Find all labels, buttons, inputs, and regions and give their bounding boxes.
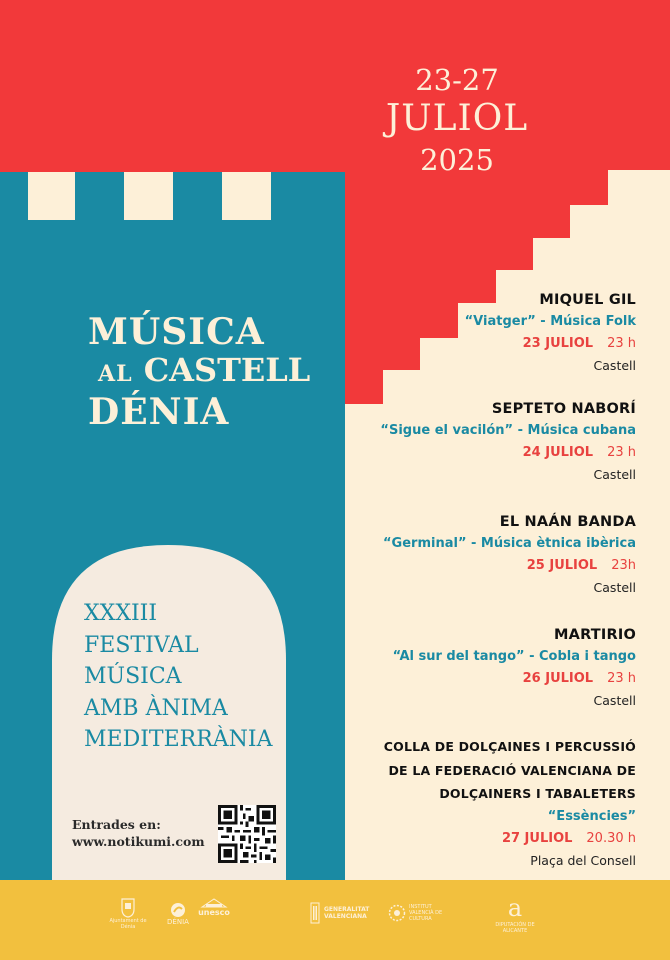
- festival-dates: [372, 62, 542, 180]
- event-martirio: [336, 624, 636, 712]
- qr-code-icon[interactable]: [218, 805, 276, 863]
- event-subtitle: “Sigue el vacilón” - Música cubana: [380, 423, 636, 438]
- dénia-town-crest-icon: [121, 898, 135, 918]
- sponsor-logo-denia: [160, 902, 196, 927]
- event-time: 23 h: [607, 336, 636, 351]
- event-name: MARTIRIO: [554, 627, 636, 643]
- event-date: 24 JULIOL: [522, 445, 594, 460]
- event-name-line: DE LA FEDERACIÓ VALENCIANA DE: [388, 762, 636, 778]
- tickets-info: [72, 816, 205, 850]
- event-venue: Castell: [593, 693, 636, 708]
- event-time: 20.30 h: [586, 830, 636, 846]
- tickets-label: Entrades en:: [72, 817, 161, 832]
- sponsor-text: INSTITUT VALENCIÀ DE CULTURA: [409, 904, 443, 922]
- event-datetime: [306, 828, 636, 850]
- event-subtitle: “Germinal” - Música ètnica ibèrica: [383, 536, 636, 551]
- ivc-logo-icon: [388, 904, 406, 922]
- event-miquel-gil: [336, 289, 636, 377]
- event-venue: Castell: [593, 467, 636, 482]
- event-name: SEPTETO NABORÍ: [491, 401, 636, 417]
- event-venue: Castell: [593, 358, 636, 373]
- event-time: 23 h: [607, 445, 636, 460]
- event-name-line: COLLA DE DOLÇAINES I PERCUSSIÓ: [383, 739, 636, 754]
- event-colla-dolcaines: [306, 735, 636, 872]
- festival-name: [84, 598, 273, 756]
- event-date: 27 JULIOL: [501, 830, 573, 846]
- sponsor-text: DÉNIA: [167, 918, 189, 926]
- event-name-line: DOLÇAINERS I TABALETERS: [439, 786, 636, 801]
- title-line-2: [98, 352, 310, 392]
- date-year: 2025: [420, 143, 494, 177]
- sponsor-text: unesco: [198, 908, 230, 917]
- event-el-naan-banda: [336, 511, 636, 599]
- event-subtitle: “Viatger” - Música Folk: [464, 314, 636, 329]
- generalitat-valenciana-logo-icon: [310, 902, 320, 924]
- event-time: 23 h: [607, 671, 636, 686]
- diputacion-alicante-logo-icon: a: [507, 894, 523, 922]
- event-name: EL NAÁN BANDA: [499, 514, 636, 530]
- festival-line: MÚSICA: [84, 664, 182, 689]
- sponsor-logo-ivc: [388, 904, 448, 922]
- event-septeto-nabori: [336, 398, 636, 486]
- title-castell: CASTELL: [143, 351, 311, 389]
- title-line-1: MÚSICA: [88, 311, 265, 353]
- event-date: 23 JULIOL: [522, 336, 594, 351]
- title-al: AL: [98, 361, 133, 387]
- event-date: 26 JULIOL: [522, 671, 594, 686]
- tickets-url[interactable]: www.notikumi.com: [72, 834, 205, 849]
- event-venue: Castell: [593, 580, 636, 595]
- sponsor-text: Ajuntament de Dénia: [109, 918, 147, 930]
- sponsor-text: GENERALITAT VALENCIANA: [324, 906, 370, 920]
- sponsor-logo-unesco: [196, 898, 232, 918]
- date-month: JULIOL: [385, 98, 529, 139]
- festival-line: FESTIVAL: [84, 632, 199, 658]
- event-datetime: [336, 668, 636, 690]
- dénia-logo-icon: [170, 902, 186, 918]
- festival-line: XXXIII: [84, 601, 158, 626]
- sponsor-logo-ajuntament: [108, 898, 148, 930]
- event-subtitle: “Essències”: [547, 808, 636, 824]
- title-line-3: DÉNIA: [88, 391, 230, 433]
- unesco-logo-icon: [199, 898, 229, 908]
- date-range: 23-27: [415, 63, 499, 97]
- event-datetime: [336, 442, 636, 464]
- event-datetime: [336, 555, 636, 577]
- event-subtitle: “Al sur del tango” - Cobla i tango: [392, 649, 636, 664]
- sponsor-logo-generalitat: [310, 902, 380, 924]
- festival-title: [88, 312, 310, 432]
- festival-line: AMB ÀNIMA: [84, 695, 228, 721]
- sponsor-footer: [0, 880, 670, 960]
- event-time: 23h: [611, 558, 636, 573]
- event-venue: Plaça del Consell: [530, 852, 636, 868]
- event-name: MIQUEL GIL: [539, 292, 636, 308]
- sponsor-logo-diputacion: [492, 896, 538, 934]
- festival-line: MEDITERRÀNIA: [84, 727, 273, 752]
- sponsor-text: DIPUTACIÓN DE ALICANTE: [495, 922, 535, 934]
- event-date: 25 JULIOL: [526, 558, 598, 573]
- event-datetime: [336, 333, 636, 355]
